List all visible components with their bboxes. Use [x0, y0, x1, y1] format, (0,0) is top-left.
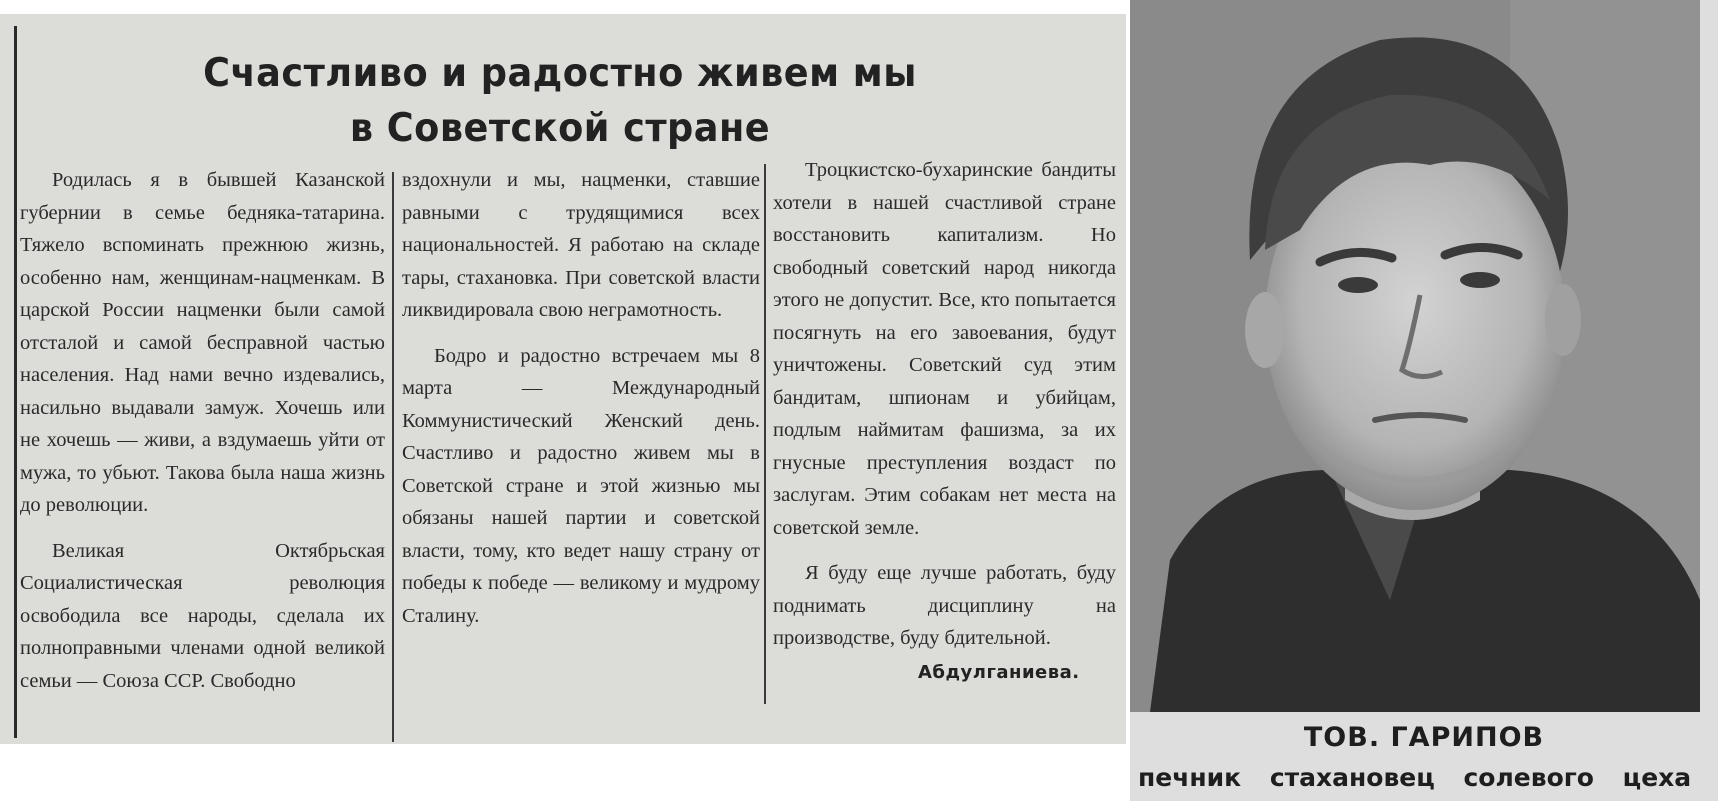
article-headline — [90, 46, 1030, 156]
headline-line-1: Счастливо и радостно живем мы — [203, 51, 917, 96]
article-column-2 — [402, 164, 760, 632]
paragraph: вздохнули и мы, нацменки, ставшие равными с трудящимися всех национальностей. Я работаю на складе тары, стахановка. При советской власти ликвидировала свою неграмотность. — [402, 169, 760, 321]
paragraph: Бодро и радостно встречаем мы 8 марта — Международный Коммунистический Женский день. Счастливо и радостно живем мы в Советской стране и этой жизнью мы обязаны нашей партии и советской власти, тому, кто ведет нашу страну от победы к победе — великому и мудрому Сталину. — [402, 344, 760, 627]
left-border-rule — [14, 26, 17, 738]
author-signature: Абдулганиева. — [918, 662, 1080, 683]
paragraph: Родилась я в бывшей Казанской губернии в семье бедняка-татарина. Тяжело вспоминать прежнюю жизнь, особенно нам, женщинам-нацменкам. В царской России нацменки были самой отсталой и самой бесправной частью населения. Над нами вечно издевались, насильно выдавали замуж. Хочешь или не хочешь — живи, а вздумаешь уйти от мужа, то убьют. Такова была наша жизнь до революции. — [20, 169, 385, 516]
paragraph: Я буду еще лучше работать, буду поднимать дисциплину на производстве, буду бдительной. — [773, 562, 1116, 649]
article-column-1 — [20, 164, 385, 697]
paragraph: Великая Октябрьская Социалистическая революция освободила все народы, сделала их полноправными членами одной великой семьи — Союза ССР. Свободно — [20, 539, 385, 692]
column-rule-2 — [764, 164, 766, 704]
headline-line-2: в Советской стране — [349, 106, 771, 151]
paragraph: Троцкистско-бухаринские бандиты хотели в нашей счастливой стране восстановить капитализм. Но свободный советский народ никогда этого не допустит. Все, кто попытается посягнуть на его завоевания, будут уничтожены. Советский суд этим бандитам, шпионам и убийцам, подлым наймитам фашизма, за их гнусные преступления воздаст по заслугам. Этим собакам нет места на советской земле. — [773, 159, 1116, 539]
portrait-photo-illustration — [1130, 0, 1700, 712]
portrait-card — [1130, 0, 1718, 801]
column-rule-1 — [392, 172, 394, 742]
portrait-caption-name: ТОВ. ГАРИПОВ — [1303, 722, 1545, 753]
newspaper-article — [0, 14, 1126, 744]
portrait-photo — [1130, 0, 1700, 712]
portrait-caption-role: печник стахановец солевого цеха — [1138, 763, 1692, 792]
article-column-3 — [773, 154, 1116, 655]
